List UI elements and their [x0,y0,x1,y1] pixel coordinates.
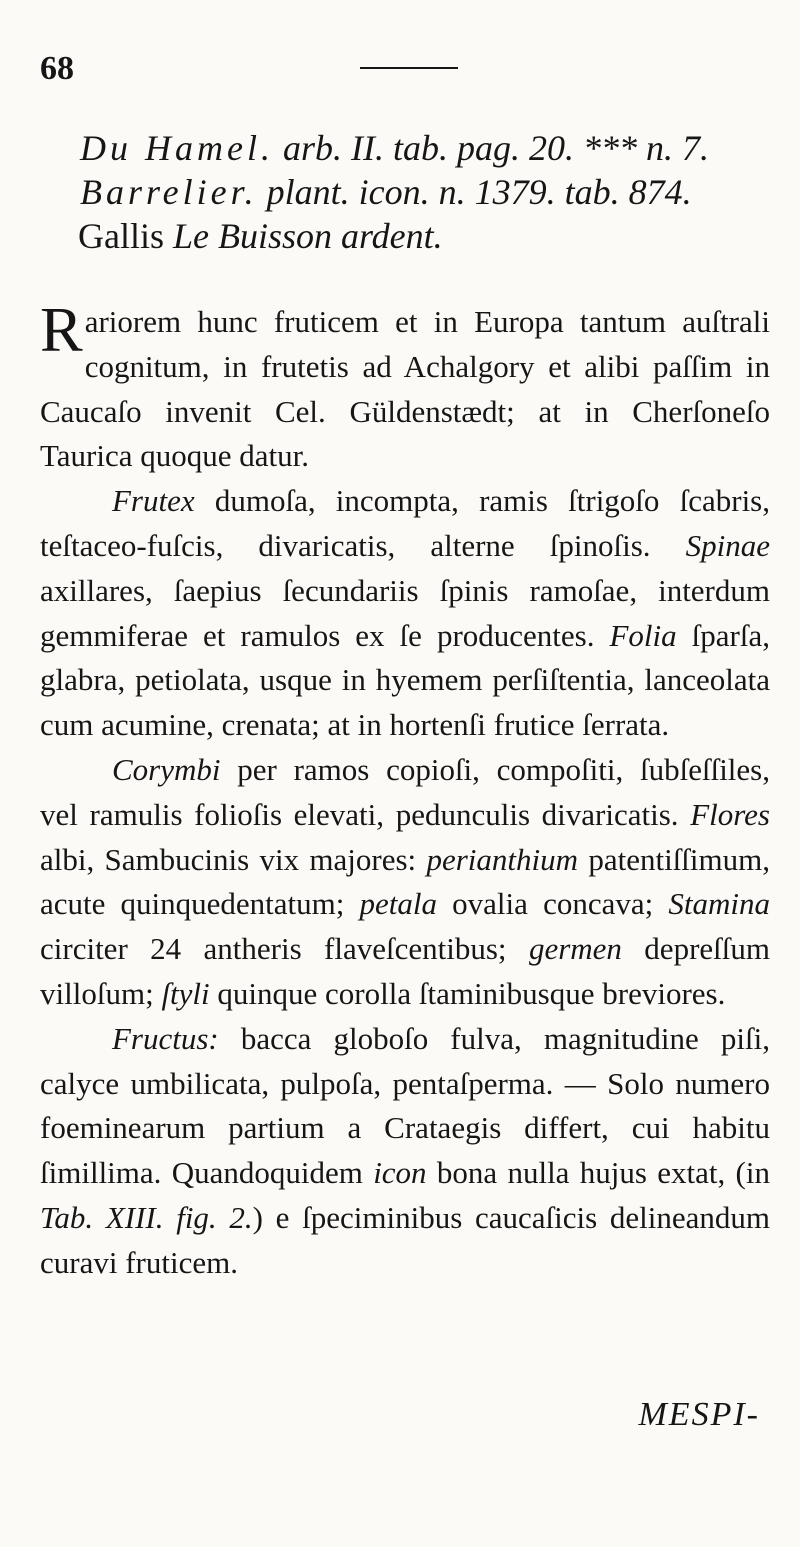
reference-prefix: Gallis [78,216,173,256]
paragraph-corymbi [40,748,770,1017]
italic-term: Spinae [685,527,770,563]
paragraph-fructus [40,1017,770,1286]
text-run: albi, Sambucinis vix majores: [40,841,427,877]
reference-gallis [78,214,780,258]
text-run: per ramos copioſi, compoſiti, ſubſeſſiles, vel ramulis folioſis elevati, pedunculis divaricatis. [40,751,770,832]
body-text [40,294,771,1286]
text-run: bona nulla hujus extat, (in [426,1155,770,1191]
italic-term: Frutex [112,483,195,519]
text-run: circiter 24 antheris flaveſcentibus; [40,931,529,967]
italic-term: Flores [690,796,770,832]
text-run: patentiſſimum, acute quinquedentatum; [40,841,771,922]
reference-barrelier [80,170,780,214]
italic-term: Folia [609,617,677,653]
text-run: ) e ſpeciminibus caucaſicis delineandum curavi fruticem. [40,1199,770,1280]
paragraph-intro [40,294,770,479]
italic-term: icon [373,1155,427,1191]
french-name: Le Buisson ardent. [173,216,443,256]
reference-author: Barrelier. [80,172,258,212]
catchword: MESPI- [638,1396,760,1433]
reference-text: plant. icon. n. 1379. tab. 874. [257,172,692,212]
text-run: axillares, ſaepius ſecundariis ſpinis ramoſae, interdum gemmiferae et ramulos ex ſe producentes. [40,572,770,653]
reference-duhamel [80,126,780,170]
text-run: quinque corolla ſtaminibusque breviores. [209,975,726,1011]
paragraph-frutex [40,479,770,748]
text-run: depreſſum villoſum; [40,931,770,1011]
italic-term: perianthium [426,841,579,877]
drop-cap: R [40,294,83,365]
text-run: ſparſa, glabra, petiolata, usque in hyemem perſiſtentia, lanceolata cum acumine, crenata; at in hortenſi frutice ſerrata. [40,617,770,743]
italic-term: germen [528,931,622,967]
italic-term: Fructus: [112,1020,219,1056]
reference-author: Du Hamel. [80,128,274,168]
header-rule [360,67,458,69]
italic-term: Corymbi [112,751,221,787]
italic-term: Tab. XIII. fig. 2. [40,1199,253,1235]
italic-term: ſtyli [161,975,210,1011]
references [80,126,780,258]
paragraph-text: ariorem hunc fruticem et in Europa tantum auſtrali cognitum, in frutetis ad Achalgory et alibi paſſim in Caucaſo invenit Cel. Güldenstædt; at in Cherſoneſo Taurica quoque datur. [40,304,770,474]
page-number: 68 [40,50,74,87]
italic-term: petala [359,886,438,922]
italic-term: Stamina [668,886,770,922]
reference-text: arb. II. tab. pag. 20. *** n. 7. [273,128,709,168]
text-run: bacca globoſo fulva, magnitudine piſi, calyce umbilicata, pulpoſa, pentaſperma. — Solo numero foeminearum partium a Crataegis differt, cui habitu ſimillima. Quandoquidem [40,1020,770,1191]
text-run: dumoſa, incompta, ramis ſtrigoſo ſcabris, teſtaceo-fuſcis, divaricatis, alterne ſpinoſis. [40,483,770,563]
text-run: ovalia concava; [437,886,669,922]
